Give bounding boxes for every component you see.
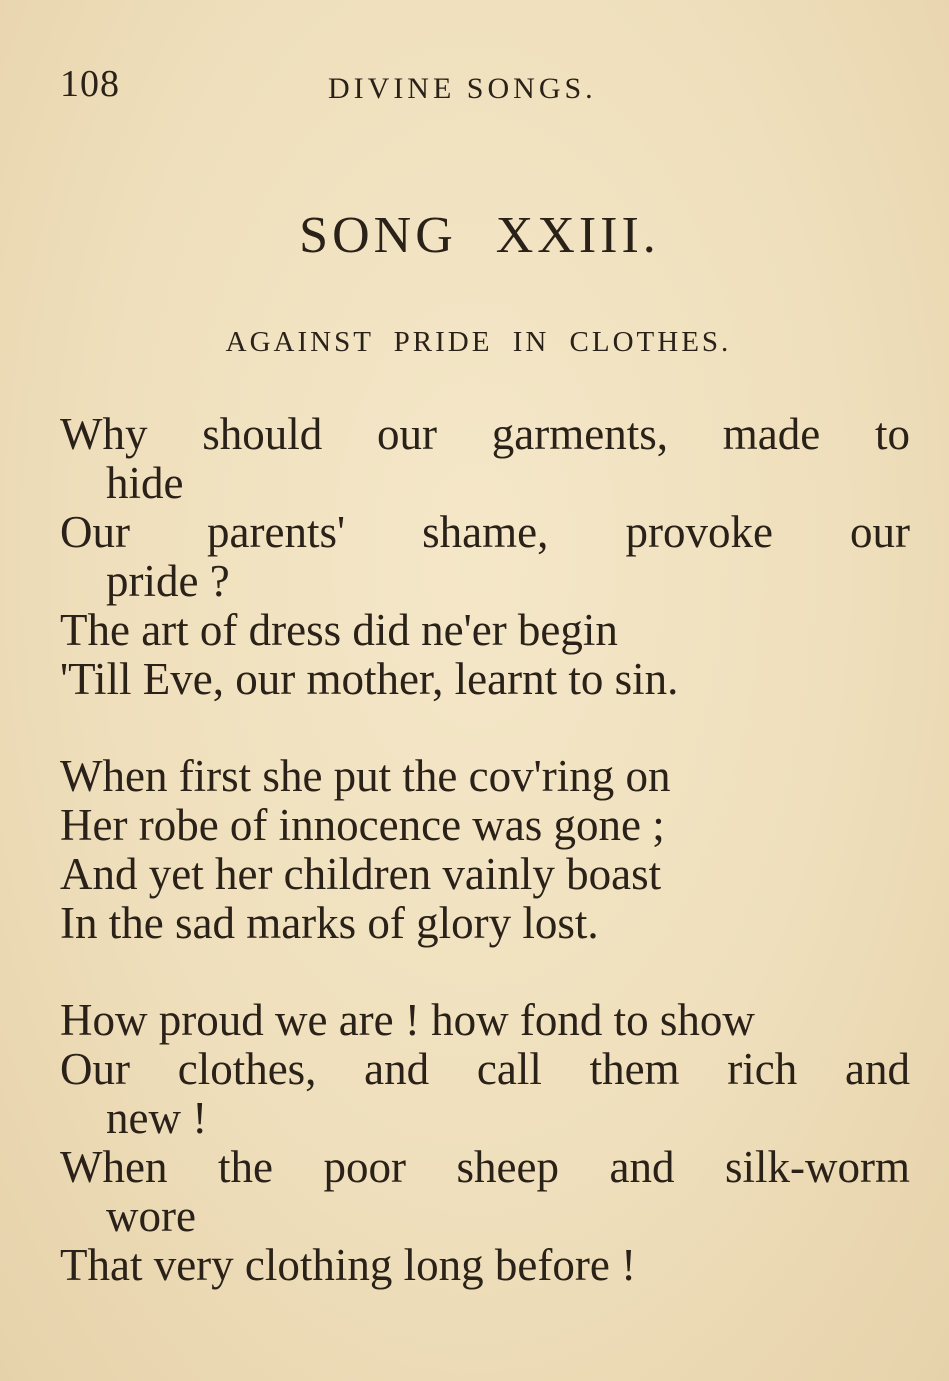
poem-line-continuation: wore — [106, 1191, 196, 1241]
poem-line: When first she put the cov'ring on — [60, 751, 671, 801]
poem-line: Our parents' shame, provoke our — [60, 507, 910, 557]
poem-line: Why should our garments, made to — [60, 409, 910, 459]
poem-line: Her robe of innocence was gone ; — [60, 800, 665, 850]
running-head — [60, 62, 760, 112]
page-number: 108 — [60, 63, 120, 105]
running-title: DIVINE SONGS. — [328, 72, 597, 105]
poem-line-continuation: pride ? — [106, 556, 230, 606]
poem-line: How proud we are ! how fond to show — [60, 995, 755, 1045]
stanza-3 — [60, 996, 910, 1290]
song-title: SONG XXIII. — [299, 207, 660, 264]
poem — [60, 410, 910, 1338]
poem-line: That very clothing long before ! — [60, 1240, 637, 1290]
stanza-2 — [60, 752, 910, 948]
poem-line: In the sad marks of glory lost. — [60, 898, 599, 948]
stanza-1 — [60, 410, 910, 704]
poem-line: The art of dress did ne'er begin — [60, 605, 618, 655]
poem-line: 'Till Eve, our mother, learnt to sin. — [60, 654, 679, 704]
song-subtitle: AGAINST PRIDE IN CLOTHES. — [225, 326, 732, 358]
poem-line: Our clothes, and call them rich and — [60, 1044, 910, 1094]
poem-line: And yet her children vainly boast — [60, 849, 662, 899]
poem-line: When the poor sheep and silk-worm — [60, 1142, 910, 1192]
poem-line-continuation: new ! — [106, 1093, 208, 1143]
poem-line-continuation: hide — [106, 458, 184, 508]
